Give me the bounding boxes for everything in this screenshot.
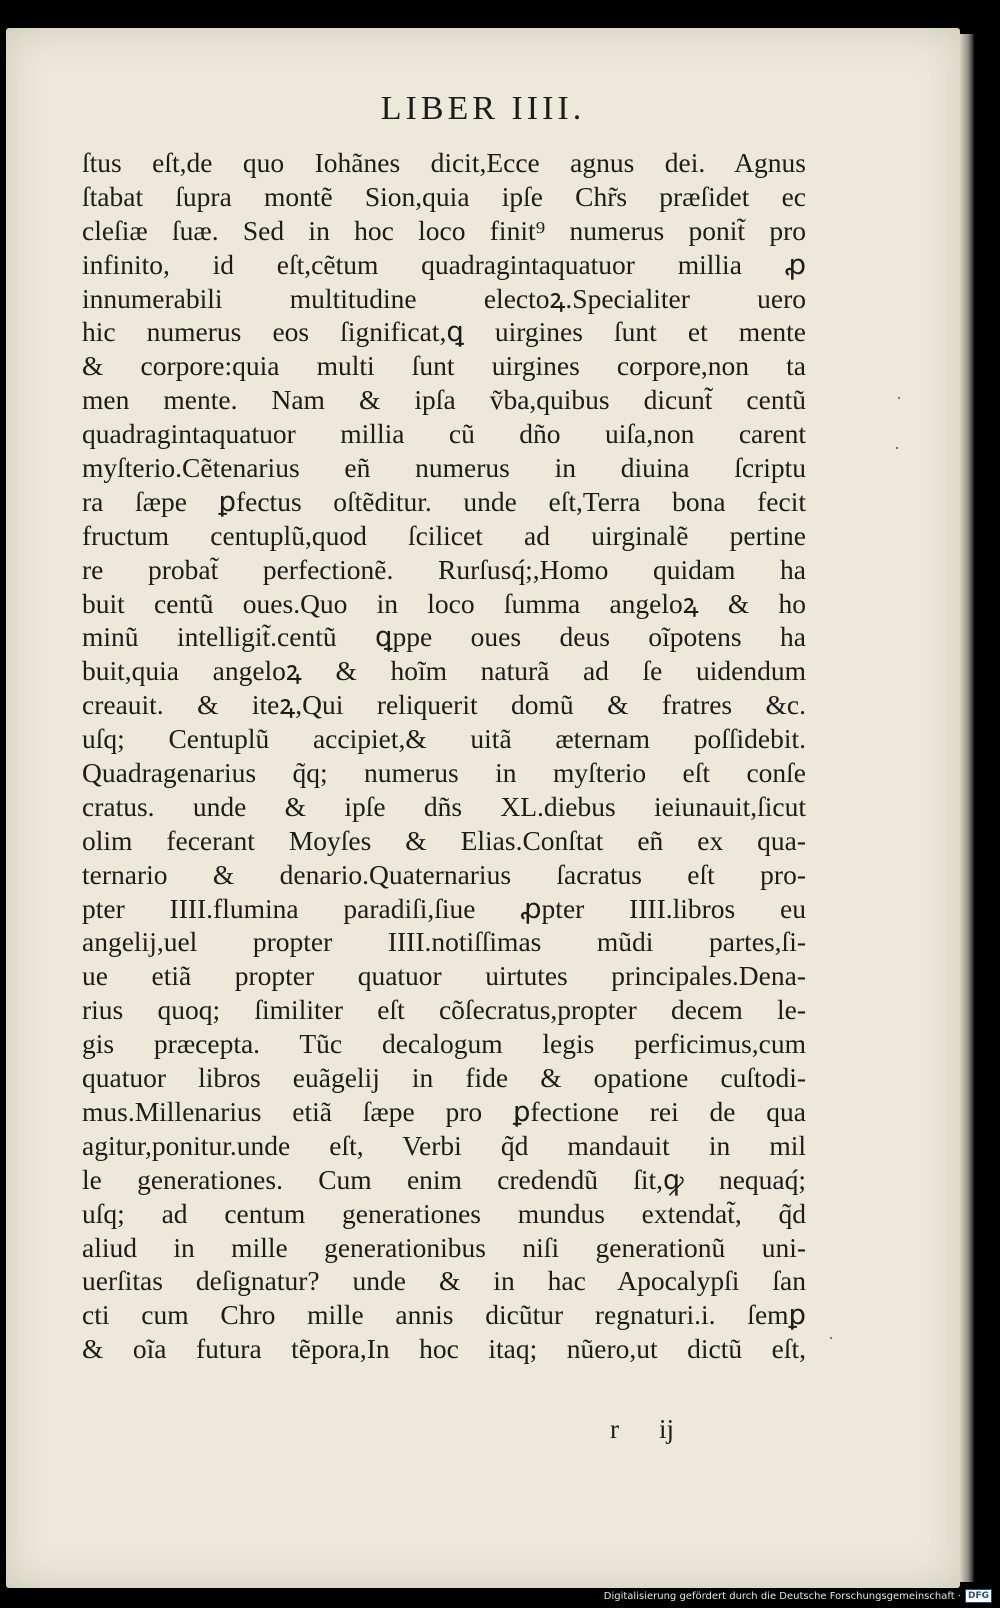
text-line: quatuor libros euãgelij in fide & opatione cuſtodi- — [82, 1062, 806, 1094]
text-line: cti cum Chro mille annis dicũtur regnaturi.i. ſemꝑ — [82, 1299, 806, 1331]
text-line: ſtabat ſupra montẽ Sion,quia ipſe Chr̃s præſidet ec — [82, 180, 806, 212]
text-line: uerſitas deſignatur? unde & in hac Apocalypſi ſan — [82, 1265, 806, 1297]
text-line: myſterio.Cẽtenarius eñ numerus in diuina ſcriptu — [82, 452, 806, 484]
text-line: gis præcepta. Tũc decalogum legis perficimus,cum — [82, 1028, 806, 1060]
text-line: olim fecerant Moyſes & Elias.Conſtat eñ ex qua- — [82, 824, 806, 856]
margin-speck: · — [828, 1328, 834, 1348]
signature-letter: r — [610, 1414, 619, 1444]
text-line: le generationes. Cum enim credendũ ſit,ꝙ nequaq́; — [82, 1163, 806, 1195]
text-line: buit,quia angeloꝝ & hoĩm naturã ad ſe uidendum — [82, 655, 806, 687]
running-title: LIBER IIII. — [380, 90, 586, 127]
dfg-logo: DFG — [965, 1589, 992, 1603]
text-line: cratus. unde & ipſe dñs XL.diebus ieiunauit,ſicut — [82, 790, 806, 822]
text-line: re probat̃ perfectionẽ. Rurſusq́;,Homo quidam ha — [82, 553, 806, 585]
digitization-credit — [604, 1586, 992, 1606]
text-line: cleſiæ ſuæ. Sed in hoc loco finit⁹ numerus ponit̃ pro — [82, 214, 806, 246]
text-line: & oĩa futura tẽpora,In hoc itaq; nũero,ut dictũ eſt, — [82, 1333, 806, 1365]
text-line: agitur,ponitur.unde eſt, Verbi q̃d mandauit in mil — [82, 1129, 806, 1161]
text-line: infinito, id eſt,cẽtum quadragintaquatuor millia ꝓ — [82, 248, 806, 280]
text-line: pter IIII.flumina paradiſi,ſiue ꝓpter IIII.libros eu — [82, 892, 806, 924]
body-text — [82, 146, 806, 1366]
text-line: men mente. Nam & ipſa ṽba,quibus dicunt̃ centũ — [82, 384, 806, 416]
text-line: hic numerus eos ſignificat,ꝗ uirgines ſunt et mente — [82, 316, 806, 348]
signature-mark — [610, 1414, 730, 1445]
text-line: ue etiã propter quatuor uirtutes principales.Dena- — [82, 960, 806, 992]
text-line: angelij,uel propter IIII.notiſſimas mũdi partes,ſi- — [82, 926, 806, 958]
credit-text: Digitalisierung gefördert durch die Deutsche Forschungsgemeinschaft · — [603, 1590, 961, 1602]
signature-numeral: ij — [659, 1414, 675, 1444]
text-line: Quadragenarius q̃q; numerus in myſterio eſt conſe — [82, 757, 806, 789]
text-line: & corpore:quia multi ſunt uirgines corpore,non ta — [82, 350, 806, 382]
text-line: rius quoq; ſimiliter eſt cõſecratus,propter decem le- — [82, 994, 806, 1026]
margin-speck: · — [896, 388, 902, 408]
text-line: minũ intelligit̃.centũ ꝗppe oues deus oĩpotens ha — [82, 621, 806, 653]
text-line: uſq; Centuplũ accipiet,& uitã æternam poſſidebit. — [82, 723, 806, 755]
text-line: fructum centuplũ,quod ſcilicet ad uirginalẽ pertine — [82, 519, 806, 551]
text-line: innumerabili multitudine electoꝝ.Specialiter uero — [82, 282, 806, 314]
text-line: mus.Millenarius etiã ſæpe pro ꝑfectione rei de qua — [82, 1095, 806, 1127]
text-line: quadragintaquatuor millia cũ dño uiſa,non carent — [82, 418, 806, 450]
text-line: buit centũ oues.Quo in loco ſumma angeloꝝ & ho — [82, 587, 806, 619]
text-line: creauit. & iteꝝ,Qui reliquerit domũ & fratres &c. — [82, 689, 806, 721]
book-page — [6, 28, 960, 1588]
text-line: uſq; ad centum generationes mundus extendat̃, q̃d — [82, 1197, 806, 1229]
text-line: aliud in mille generationibus niſi generationũ uni- — [82, 1231, 806, 1263]
text-line: ra ſæpe ꝑfectus oſtẽditur. unde eſt,Terra bona fecit — [82, 485, 806, 517]
text-line: ternario & denario.Quaternarius ſacratus eſt pro- — [82, 858, 806, 890]
page-edge — [960, 34, 974, 1582]
margin-speck: · — [894, 438, 900, 458]
text-line: ſtus eſt,de quo Iohãnes dicit,Ecce agnus dei. Agnus — [82, 147, 806, 178]
